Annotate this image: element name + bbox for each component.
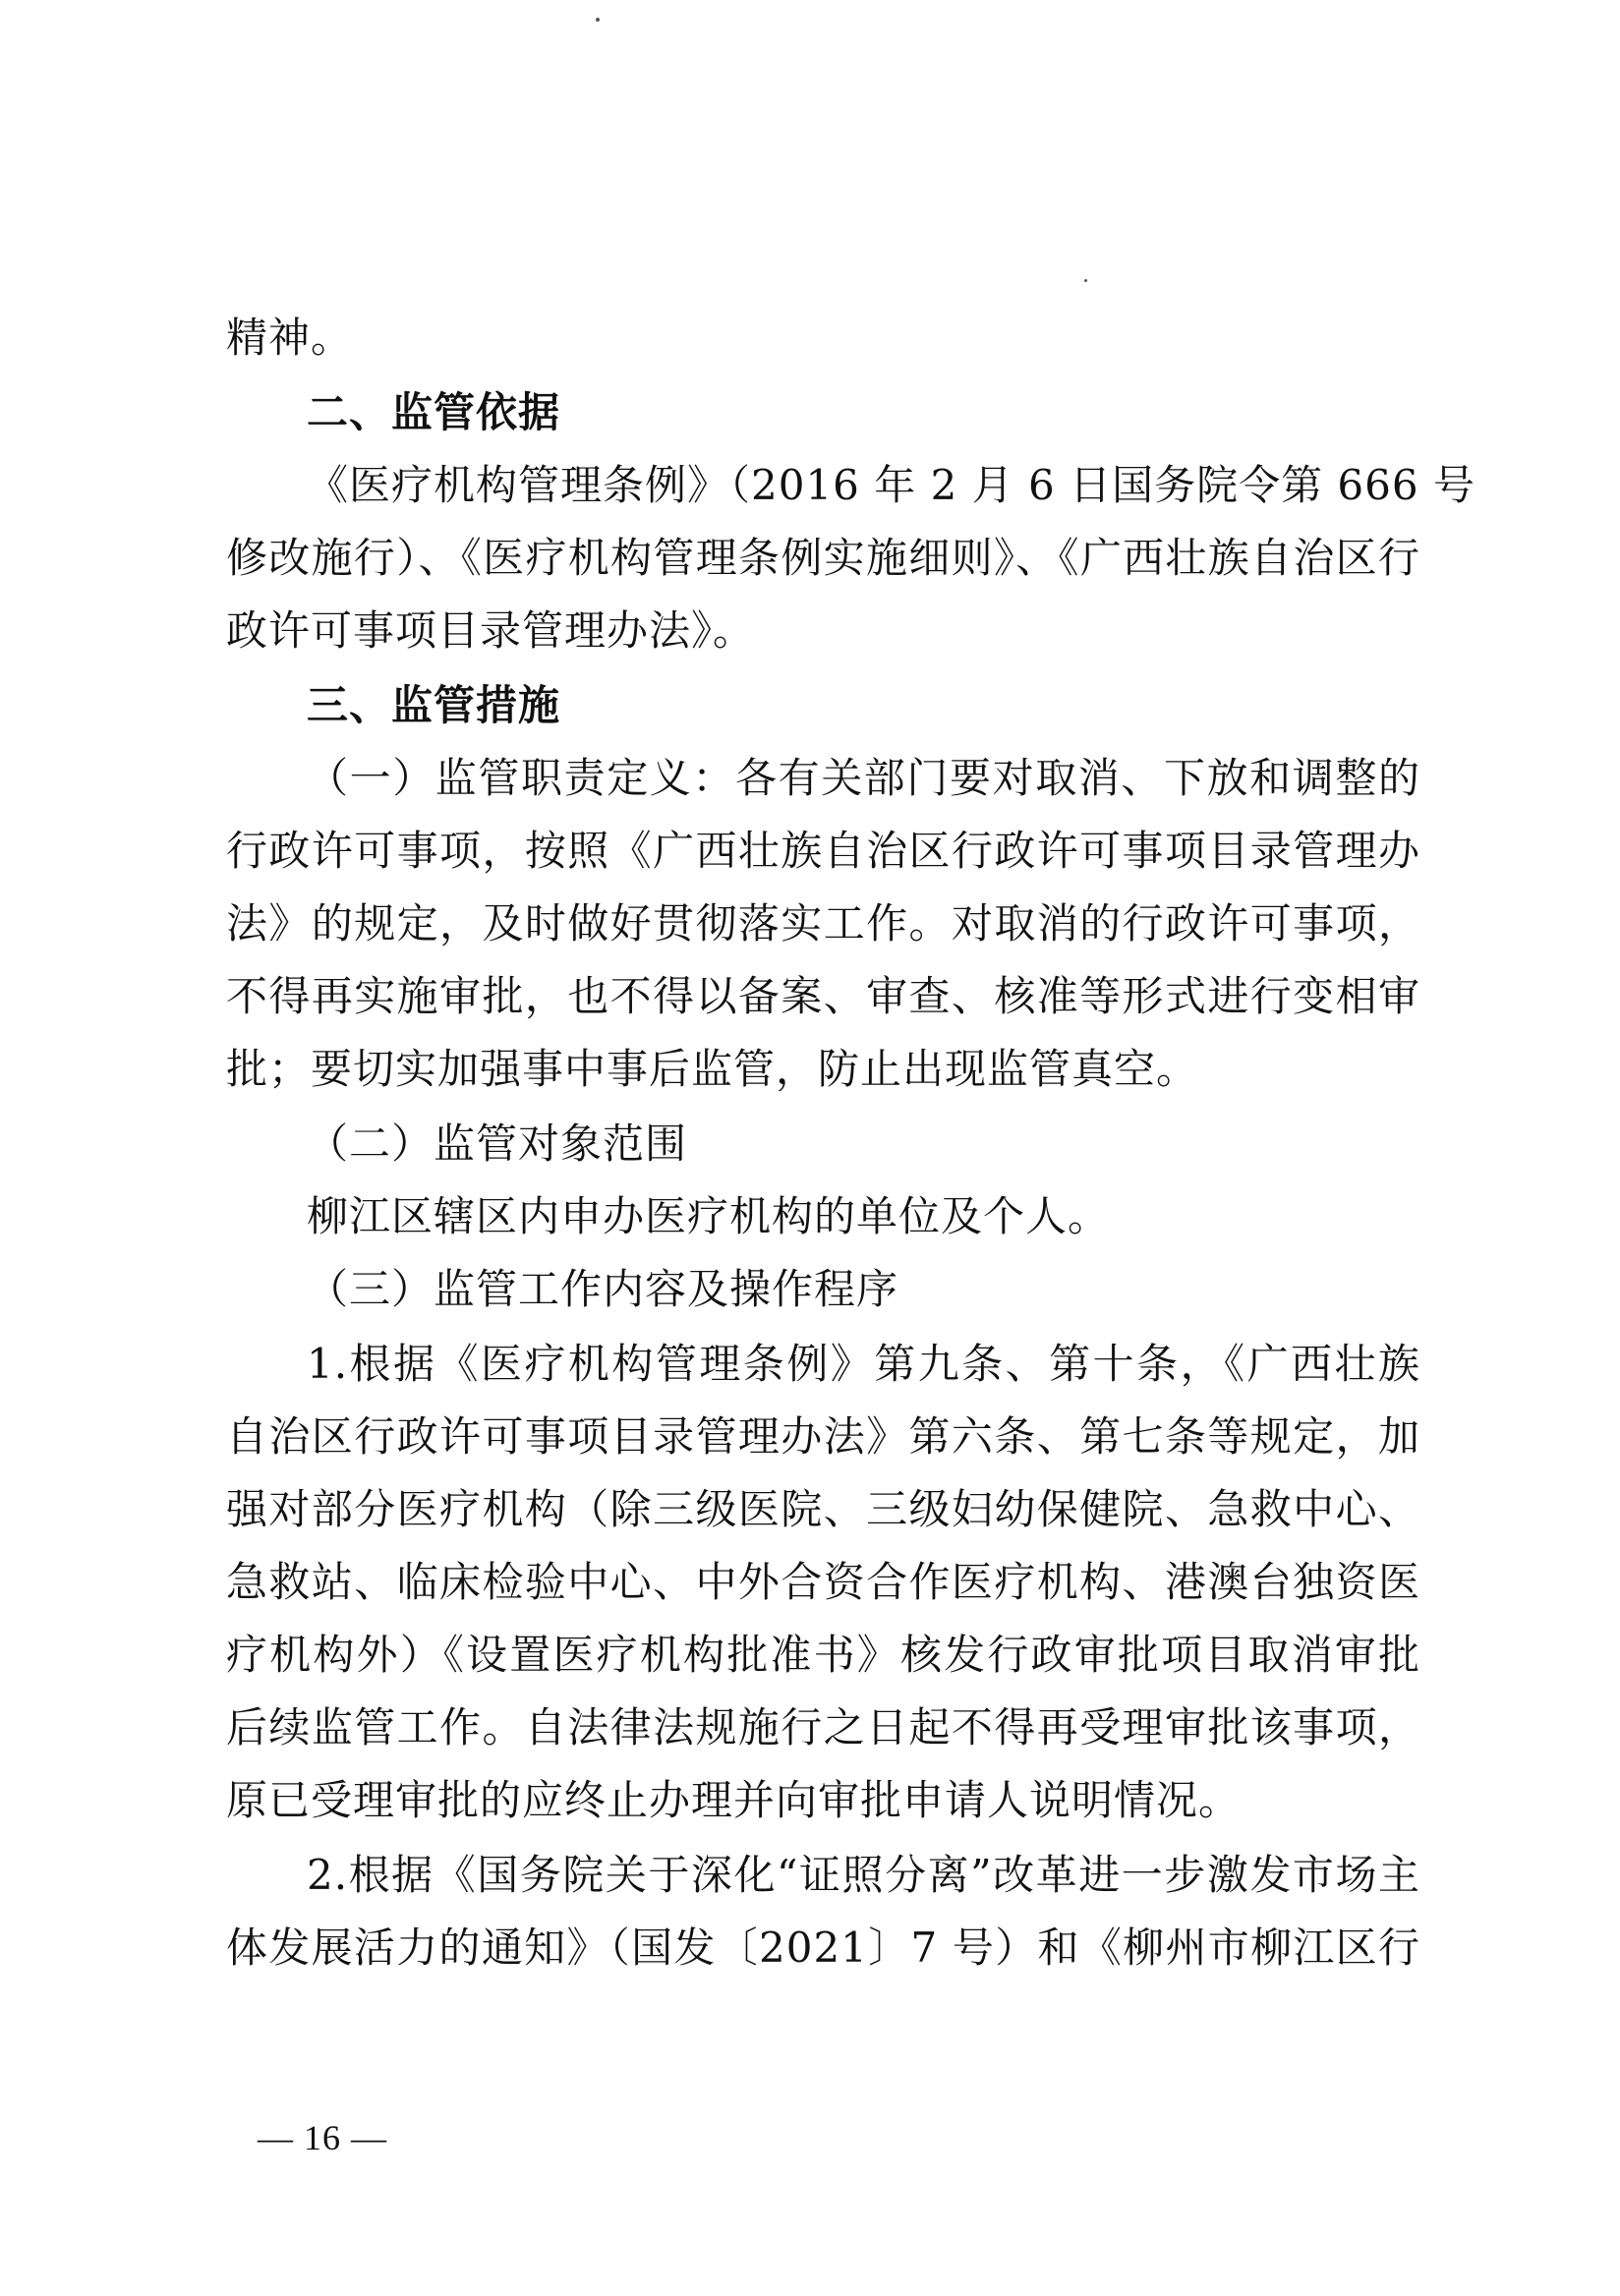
paragraph-line: 疗机构外）《设置医疗机构批准书》核发行政审批项目取消审批 bbox=[226, 1631, 1420, 1679]
paragraph-line: 政许可事项目录管理办法》。 bbox=[226, 606, 756, 655]
paragraph-line: 精神。 bbox=[226, 314, 354, 362]
section-heading-basis: 二、监管依据 bbox=[307, 388, 561, 436]
paragraph-line: 体发展活力的通知》（国发〔2021〕7 号）和《柳州市柳江区行 bbox=[226, 1923, 1420, 1972]
paragraph-line: 自治区行政许可事项目录管理办法》第六条、第七条等规定，加 bbox=[226, 1412, 1420, 1461]
subsection-heading: （二）监管对象范围 bbox=[307, 1119, 688, 1168]
paragraph-line: 后续监管工作。自法律法规施行之日起不得再受理审批该事项， bbox=[226, 1703, 1420, 1751]
paragraph-line: 柳江区辖区内申办医疗机构的单位及个人。 bbox=[307, 1192, 1111, 1240]
paragraph-line: 批；要切实加强事中事后监管，防止出现监管真空。 bbox=[226, 1045, 1199, 1093]
paragraph-line: 2.根据《国务院关于深化“证照分离”改革进一步激发市场主 bbox=[307, 1851, 1420, 1899]
paragraph-line: 1.根据《医疗机构管理条例》第九条、第十条，《广西壮族 bbox=[307, 1340, 1420, 1388]
paragraph-line: 强对部分医疗机构（除三级医院、三级妇幼保健院、急救中心、 bbox=[226, 1485, 1420, 1533]
section-heading-measures: 三、监管措施 bbox=[307, 681, 561, 729]
scan-speck bbox=[596, 18, 600, 22]
paragraph-line: 修改施行）、《医疗机构管理条例实施细则》、《广西壮族自治区行 bbox=[226, 534, 1420, 582]
paragraph-line: 法》的规定，及时做好贯彻落实工作。对取消的行政许可事项， bbox=[226, 899, 1420, 947]
subsection-heading: （三）监管工作内容及操作程序 bbox=[307, 1265, 899, 1313]
paragraph-line: 原已受理审批的应终止办理并向审批申请人说明情况。 bbox=[226, 1776, 1242, 1824]
paragraph-line: （一）监管职责定义：各有关部门要对取消、下放和调整的 bbox=[307, 754, 1420, 802]
page-number: — 16 — bbox=[258, 2118, 387, 2157]
paragraph-line: 不得再实施审批，也不得以备案、审查、核准等形式进行变相审 bbox=[226, 972, 1420, 1020]
paragraph-line: 《医疗机构管理条例》（2016 年 2 月 6 日国务院令第 666 号 bbox=[307, 461, 1475, 509]
scan-speck bbox=[1084, 279, 1087, 282]
paragraph-line: 急救站、临床检验中心、中外合资合作医疗机构、港澳台独资医 bbox=[226, 1558, 1420, 1606]
paragraph-line: 行政许可事项，按照《广西壮族自治区行政许可事项目录管理办 bbox=[226, 827, 1420, 875]
